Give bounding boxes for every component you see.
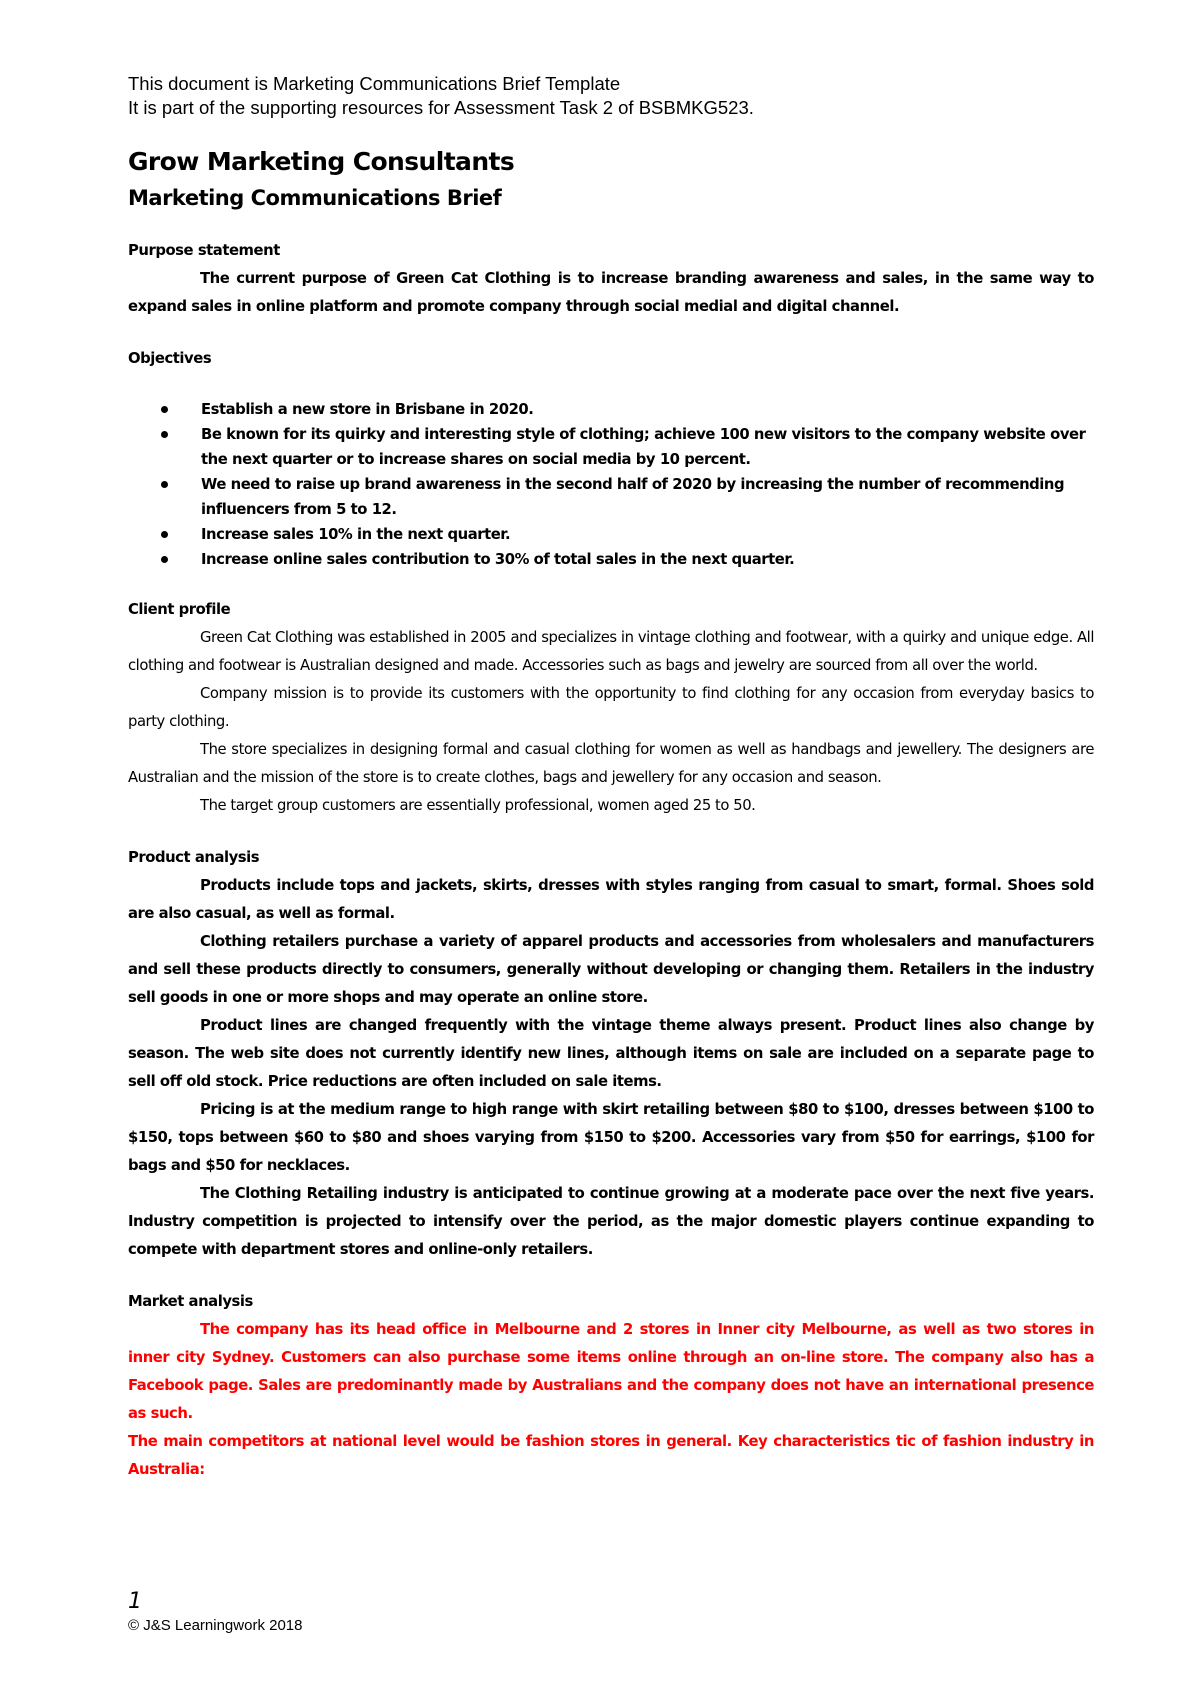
document-header: [128, 72, 1094, 120]
objective-item: Increase sales 10% in the next quarter.: [128, 522, 1094, 547]
client-profile-paragraph: Company mission is to provide its customers with the opportunity to find clothing for any occasion from everyday basics to party clothing.: [128, 685, 1094, 730]
product-analysis-paragraph: Product lines are changed frequently with the vintage theme always present. Product lines also change by season. The web site does not currently identify new lines, although items on sale are included on a separate page to sell off old stock. Price reductions are often included on sale items.: [128, 1017, 1094, 1090]
document-title: Grow Marketing Consultants: [128, 147, 515, 176]
market-competitors-paragraph: The main competitors at national level would be fashion stores in general. Key characteristics tic of fashion industry in Australia:: [128, 1433, 1094, 1478]
client-profile-heading: Client profile: [128, 601, 231, 618]
header-line-2: It is part of the supporting resources for Assessment Task 2 of BSBMKG523.: [128, 97, 754, 118]
document-body: [128, 237, 1094, 1484]
copyright-notice: © J&S Learningwork 2018: [128, 1617, 303, 1634]
client-profile-paragraph: The target group customers are essentially professional, women aged 25 to 50.: [200, 797, 756, 814]
page-number: 1: [128, 1589, 142, 1614]
product-analysis-paragraph: Clothing retailers purchase a variety of apparel products and accessories from wholesalers and manufacturers and sell these products directly to consumers, generally without developing or changing them. Retailers in the industry sell goods in one or more shops and may operate an online store.: [128, 933, 1094, 1006]
product-analysis-paragraph: Pricing is at the medium range to high range with skirt retailing between $80 to $100, dresses between $100 to $150, tops between $60 to $80 and shoes varying from $150 to $200. Accessories vary from $50 for earrings, $100 for bags and $50 for necklaces.: [128, 1101, 1094, 1174]
purpose-text: The current purpose of Green Cat Clothing is to increase branding awareness and sales, in the same way to expand sales in online platform and promote company through social medial and digital channel.: [128, 270, 1094, 315]
objectives-heading: Objectives: [128, 350, 212, 367]
document-content: [128, 72, 1094, 1484]
client-profile-paragraph: Green Cat Clothing was established in 2005 and specializes in vintage clothing and footwear, with a quirky and unique edge. All clothing and footwear is Australian designed and made. Accessories such as bags and jewelry are sourced from all over the world.: [128, 629, 1094, 674]
market-analysis-paragraph: The company has its head office in Melbourne and 2 stores in Inner city Melbourne, as well as two stores in inner city Sydney. Customers can also purchase some items online through an on-line store. The company also has a Facebook page. Sales are predominantly made by Australians and the company does not have an international presence as such.: [128, 1321, 1094, 1422]
objective-item: We need to raise up brand awareness in the second half of 2020 by increasing the number of recommending influencers from 5 to 12.: [128, 472, 1094, 522]
objectives-list: [128, 397, 1094, 572]
objective-item: Be known for its quirky and interesting style of clothing; achieve 100 new visitors to the company website over the next quarter or to increase shares on social media by 10 percent.: [128, 422, 1094, 472]
document-subtitle: Marketing Communications Brief: [128, 186, 502, 210]
client-profile-paragraph: The store specializes in designing formal and casual clothing for women as well as handbags and jewellery. The designers are Australian and the mission of the store is to create clothes, bags and jewellery for any occasion and season.: [128, 741, 1094, 786]
product-analysis-paragraph: Products include tops and jackets, skirts, dresses with styles ranging from casual to smart, formal. Shoes sold are also casual, as well as formal.: [128, 877, 1094, 922]
product-analysis-heading: Product analysis: [128, 849, 260, 866]
objective-item: Establish a new store in Brisbane in 2020.: [128, 397, 1094, 422]
header-line-1: This document is Marketing Communications Brief Template: [128, 73, 621, 94]
market-analysis-heading: Market analysis: [128, 1293, 253, 1310]
document-footer: [128, 1590, 303, 1636]
product-analysis-paragraph: The Clothing Retailing industry is anticipated to continue growing at a moderate pace over the next five years. Industry competition is projected to intensify over the period, as the major domestic players continue expanding to compete with department stores and online-only retailers.: [128, 1185, 1094, 1258]
objective-item: Increase online sales contribution to 30% of total sales in the next quarter.: [128, 547, 1094, 572]
purpose-heading: Purpose statement: [128, 242, 280, 259]
